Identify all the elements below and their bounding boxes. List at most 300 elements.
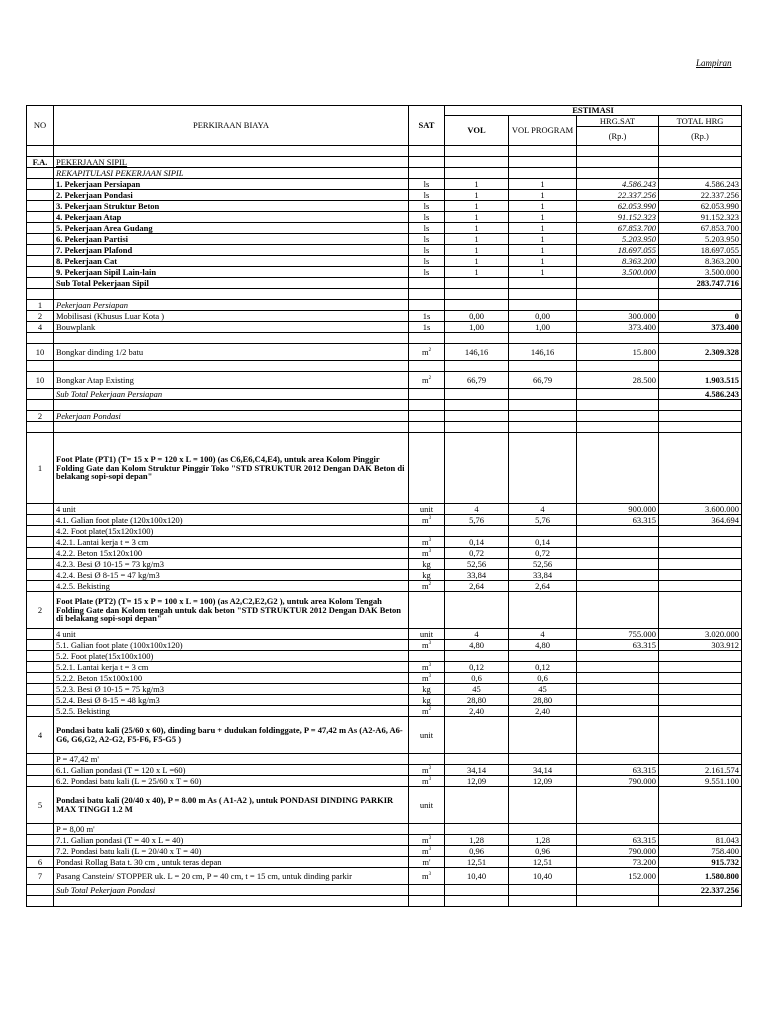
cell-sat <box>409 146 445 157</box>
cell-hrg-sat <box>577 581 659 592</box>
cell-sat <box>409 824 445 835</box>
cell-description: Foot Plate (PT1) (T= 15 x P = 120 x L = 100) (as C6,E6,C4,E4), untuk area Kolom Pinggir Folding Gate dan Kolom Struktur Pinggir Toko "STD STRUKTUR 2012 Dengan DAK Beton di belakang sopi-sopi depan" <box>54 433 409 504</box>
cell-sat: $m^3$ <box>409 846 445 857</box>
cell-vol-program <box>509 754 577 765</box>
cell-vol-program: 4 <box>509 629 577 640</box>
cell-no <box>27 212 54 223</box>
cell-no <box>27 706 54 717</box>
table-row <box>27 651 742 662</box>
cell-total-hrg: 67.853.700 <box>659 223 742 234</box>
cell-no: 1 <box>27 433 54 504</box>
cell-vol: 1 <box>445 179 509 190</box>
cell-vol-program <box>509 389 577 400</box>
cell-vol <box>445 422 509 433</box>
cell-hrg-sat <box>577 157 659 168</box>
cost-estimate-table <box>26 105 742 907</box>
cell-no: 2 <box>27 311 54 322</box>
cell-sat <box>409 885 445 896</box>
cell-vol-program: 0,6 <box>509 673 577 684</box>
cell-vol <box>445 289 509 300</box>
cell-total-hrg: 373.400 <box>659 322 742 333</box>
table-row <box>27 548 742 559</box>
cell-total-hrg: 3.600.000 <box>659 504 742 515</box>
cell-total-hrg <box>659 824 742 835</box>
cell-vol-program: 0,96 <box>509 846 577 857</box>
cell-description: Bouwplank <box>54 322 409 333</box>
cell-vol <box>445 333 509 344</box>
cell-no <box>27 245 54 256</box>
cell-hrg-sat: 67.853.700 <box>577 223 659 234</box>
cell-description: Pondasi batu kali (20/40 x 40), P = 8.00 m As ( A1-A2 ), untuk PONDASI DINDING PARKIR MAX TINGGI 1.2 M <box>54 787 409 824</box>
cell-vol <box>445 389 509 400</box>
cell-hrg-sat <box>577 548 659 559</box>
cell-vol-program <box>509 411 577 422</box>
cell-sat: $m^3$ <box>409 537 445 548</box>
cell-sat: $m^2$ <box>409 372 445 389</box>
cell-no <box>27 256 54 267</box>
cell-sat: $m^3$ <box>409 868 445 885</box>
cell-description: 5.2.3. Besi Ø 10-15 = 75 kg/m3 <box>54 684 409 695</box>
cell-sat: kg <box>409 695 445 706</box>
cell-total-hrg: 3.500.000 <box>659 267 742 278</box>
cell-vol-program: 1 <box>509 234 577 245</box>
cell-total-hrg <box>659 168 742 179</box>
spacer-row <box>27 289 742 300</box>
cell-vol <box>445 896 509 907</box>
cell-description: Foot Plate (PT2) (T= 15 x P = 100 x L = 100) (as A2,C2,E2,G2 ), untuk area Kolom Tengah Folding Gate dan Kolom tengah untuk dak beton "STD STRUKTUR 2012 Dengan DAK Beton di belakang sopi-sopi depan" <box>54 592 409 629</box>
cell-total-hrg <box>659 717 742 754</box>
cell-description <box>54 146 409 157</box>
cell-vol-program: 1 <box>509 256 577 267</box>
cell-vol: 1 <box>445 212 509 223</box>
cell-vol-program: 0,72 <box>509 548 577 559</box>
cell-vol <box>445 433 509 504</box>
cell-no: 2 <box>27 592 54 629</box>
cell-vol: 45 <box>445 684 509 695</box>
cell-vol: 0,96 <box>445 846 509 857</box>
cell-no: 10 <box>27 372 54 389</box>
cell-sat: unit <box>409 629 445 640</box>
cell-sat: ls <box>409 201 445 212</box>
cell-vol-program: 34,14 <box>509 765 577 776</box>
cell-description: Pekerjaan Persiapan <box>54 300 409 311</box>
cell-total-hrg <box>659 673 742 684</box>
cell-total-hrg <box>659 570 742 581</box>
table-row <box>27 629 742 640</box>
cell-description: 5.2.4. Besi Ø 8-15 = 48 kg/m3 <box>54 695 409 706</box>
cell-vol-program <box>509 289 577 300</box>
cell-sat: 1s <box>409 311 445 322</box>
cell-vol <box>445 400 509 411</box>
cell-total-hrg: 5.203.950 <box>659 234 742 245</box>
table-row <box>27 592 742 629</box>
cell-total-hrg <box>659 684 742 695</box>
cell-sat: $m^3$ <box>409 662 445 673</box>
cell-description: 4 unit <box>54 629 409 640</box>
cell-total-hrg <box>659 787 742 824</box>
table-row <box>27 526 742 537</box>
cell-total-hrg: 3.020.000 <box>659 629 742 640</box>
cell-no: 5 <box>27 787 54 824</box>
cell-no <box>27 400 54 411</box>
table-row <box>27 411 742 422</box>
cell-vol <box>445 651 509 662</box>
header-perkiraan-biaya: PERKIRAAN BIAYA <box>54 106 409 146</box>
cell-hrg-sat: 152.000 <box>577 868 659 885</box>
cell-no: 4 <box>27 717 54 754</box>
cell-hrg-sat <box>577 300 659 311</box>
cell-description <box>54 896 409 907</box>
header-estimasi: ESTIMASI <box>445 106 742 116</box>
cell-hrg-sat <box>577 168 659 179</box>
cell-no <box>27 190 54 201</box>
cell-vol <box>445 146 509 157</box>
cell-hrg-sat: 4.586.243 <box>577 179 659 190</box>
table-row <box>27 157 742 168</box>
cell-hrg-sat: 63.315 <box>577 640 659 651</box>
cell-description <box>54 289 409 300</box>
cell-total-hrg <box>659 581 742 592</box>
cell-total-hrg: 4.586.243 <box>659 179 742 190</box>
cell-sat <box>409 526 445 537</box>
cell-description: 4.2.3. Besi Ø 10-15 = 73 kg/m3 <box>54 559 409 570</box>
table-row <box>27 824 742 835</box>
cell-description: 7.1. Galian pondasi (T = 40 x L = 40) <box>54 835 409 846</box>
cell-description: 4.1. Galian foot plate (120x100x120) <box>54 515 409 526</box>
cell-vol: 10,40 <box>445 868 509 885</box>
cell-vol-program: 52,56 <box>509 559 577 570</box>
table-row <box>27 223 742 234</box>
cell-total-hrg <box>659 146 742 157</box>
cell-sat: $m^3$ <box>409 835 445 846</box>
cell-hrg-sat <box>577 684 659 695</box>
cell-total-hrg <box>659 433 742 504</box>
cell-vol-program <box>509 333 577 344</box>
cell-total-hrg: 915.732 <box>659 857 742 868</box>
cell-description <box>54 361 409 372</box>
table-row <box>27 846 742 857</box>
table-row <box>27 278 742 289</box>
cell-no <box>27 662 54 673</box>
cell-vol-program: 4 <box>509 504 577 515</box>
cell-no <box>27 333 54 344</box>
cell-vol-program: 2,40 <box>509 706 577 717</box>
cell-description: 6.1. Galian pondasi (T = 120 x L =60) <box>54 765 409 776</box>
cell-total-hrg: 22.337.256 <box>659 190 742 201</box>
cell-total-hrg <box>659 695 742 706</box>
cell-description: 6. Pekerjaan Partisi <box>54 234 409 245</box>
cell-hrg-sat <box>577 662 659 673</box>
cell-description: Sub Total Pekerjaan Pondasi <box>54 885 409 896</box>
cell-description: Pekerjaan Pondasi <box>54 411 409 422</box>
cell-sat <box>409 411 445 422</box>
cell-description: 5.2. Foot plate(15x100x100) <box>54 651 409 662</box>
cell-vol <box>445 787 509 824</box>
cell-no <box>27 673 54 684</box>
table-row <box>27 662 742 673</box>
spacer-row <box>27 361 742 372</box>
cell-hrg-sat: 790.000 <box>577 776 659 787</box>
cell-sat: ls <box>409 245 445 256</box>
cell-total-hrg: 758.400 <box>659 846 742 857</box>
cell-hrg-sat <box>577 537 659 548</box>
cell-no <box>27 289 54 300</box>
cell-hrg-sat <box>577 433 659 504</box>
cell-no <box>27 361 54 372</box>
cell-total-hrg <box>659 896 742 907</box>
cell-description: 4. Pekerjaan Atap <box>54 212 409 223</box>
cell-vol-program: 33,84 <box>509 570 577 581</box>
cell-total-hrg <box>659 289 742 300</box>
cell-description: 5. Pekerjaan Area Gudang <box>54 223 409 234</box>
cell-no <box>27 201 54 212</box>
cell-vol <box>445 592 509 629</box>
cell-vol-program <box>509 433 577 504</box>
cell-vol-program: 1 <box>509 245 577 256</box>
cell-description: 8. Pekerjaan Cat <box>54 256 409 267</box>
cell-vol-program: 5,76 <box>509 515 577 526</box>
cell-sat <box>409 592 445 629</box>
cell-hrg-sat <box>577 333 659 344</box>
cell-sat: unit <box>409 717 445 754</box>
cell-hrg-sat: 63.315 <box>577 835 659 846</box>
cell-hrg-sat: 73.200 <box>577 857 659 868</box>
cell-vol <box>445 278 509 289</box>
cell-total-hrg <box>659 537 742 548</box>
cell-total-hrg: 18.697.055 <box>659 245 742 256</box>
cell-sat: ls <box>409 223 445 234</box>
cell-no: 7 <box>27 868 54 885</box>
table-row <box>27 570 742 581</box>
cell-vol: 1 <box>445 256 509 267</box>
header-vol-program: VOL PROGRAM <box>509 116 577 146</box>
cell-no <box>27 684 54 695</box>
cell-no <box>27 515 54 526</box>
cell-vol-program: 1,28 <box>509 835 577 846</box>
cell-vol-program: 12,09 <box>509 776 577 787</box>
cell-vol: 1 <box>445 190 509 201</box>
cell-vol: 0,00 <box>445 311 509 322</box>
header-sat: SAT <box>409 106 445 146</box>
cell-hrg-sat <box>577 896 659 907</box>
cell-vol <box>445 300 509 311</box>
cell-description <box>54 422 409 433</box>
cell-hrg-sat <box>577 706 659 717</box>
cell-description: 4.2.1. Lantai kerja t = 3 cm <box>54 537 409 548</box>
spacer-row <box>27 896 742 907</box>
cell-vol-program <box>509 146 577 157</box>
cell-sat <box>409 422 445 433</box>
cell-vol-program <box>509 400 577 411</box>
cell-sat <box>409 754 445 765</box>
cell-total-hrg <box>659 361 742 372</box>
cell-no <box>27 146 54 157</box>
cell-sat <box>409 333 445 344</box>
table-row <box>27 559 742 570</box>
cell-vol: 0,14 <box>445 537 509 548</box>
cell-no <box>27 896 54 907</box>
cell-total-hrg <box>659 592 742 629</box>
cell-no: 1 <box>27 300 54 311</box>
cell-hrg-sat <box>577 361 659 372</box>
cell-description: 5.1. Galian foot plate (100x100x120) <box>54 640 409 651</box>
cell-no <box>27 559 54 570</box>
cell-hrg-sat <box>577 400 659 411</box>
cell-total-hrg <box>659 300 742 311</box>
cell-no <box>27 776 54 787</box>
cell-sat: $m^3$ <box>409 765 445 776</box>
cell-vol-program: 1 <box>509 201 577 212</box>
cell-vol-program <box>509 885 577 896</box>
cell-no <box>27 695 54 706</box>
lampiran-label: Lampiran <box>696 58 732 68</box>
cell-sat: $m^2$ <box>409 344 445 361</box>
cell-no <box>27 548 54 559</box>
table-row <box>27 322 742 333</box>
table-row <box>27 245 742 256</box>
cell-sat: kg <box>409 684 445 695</box>
cell-description: 4.2.4. Besi Ø 8-15 = 47 kg/m3 <box>54 570 409 581</box>
cell-no <box>27 223 54 234</box>
cell-description: Sub Total Pekerjaan Persiapan <box>54 389 409 400</box>
cell-description: Pondasi batu kali (25/60 x 60), dinding baru + dudukan foldinggate, P = 47,42 m As (A2-A6, A6-G6, G6,G2, A2-G2, F5-F6, F5-G5 ) <box>54 717 409 754</box>
cell-hrg-sat <box>577 422 659 433</box>
cell-vol-program <box>509 592 577 629</box>
cell-no <box>27 629 54 640</box>
cell-vol-program: 1 <box>509 190 577 201</box>
cell-description: REKAPITULASI PEKERJAAN SIPIL <box>54 168 409 179</box>
cell-vol <box>445 411 509 422</box>
cell-no <box>27 651 54 662</box>
cell-vol-program <box>509 361 577 372</box>
cell-vol-program: 2,64 <box>509 581 577 592</box>
table-row <box>27 267 742 278</box>
cell-vol-program: 12,51 <box>509 857 577 868</box>
cell-sat <box>409 278 445 289</box>
cell-sat <box>409 389 445 400</box>
cell-hrg-sat: 63.315 <box>577 515 659 526</box>
table-row <box>27 640 742 651</box>
cell-description: 5.2.1. Lantai kerja t = 3 cm <box>54 662 409 673</box>
table-row <box>27 168 742 179</box>
cell-vol-program: 0,14 <box>509 537 577 548</box>
cell-vol: 12,09 <box>445 776 509 787</box>
table-row <box>27 706 742 717</box>
table-row <box>27 673 742 684</box>
cell-no <box>27 234 54 245</box>
cell-no <box>27 537 54 548</box>
cell-total-hrg: 91.152.323 <box>659 212 742 223</box>
cell-total-hrg <box>659 559 742 570</box>
header-rp-hrg: (Rp.) <box>577 127 659 146</box>
cell-sat <box>409 361 445 372</box>
cell-description: Mobilisasi (Khusus Luar Kota ) <box>54 311 409 322</box>
cell-sat: $m^3$ <box>409 515 445 526</box>
cell-vol-program <box>509 168 577 179</box>
cell-sat <box>409 400 445 411</box>
cell-vol <box>445 168 509 179</box>
cell-sat: ls <box>409 234 445 245</box>
cell-sat: ls <box>409 190 445 201</box>
spacer-row <box>27 422 742 433</box>
cell-hrg-sat: 3.500.000 <box>577 267 659 278</box>
cell-vol-program <box>509 157 577 168</box>
cell-sat: $m^2$ <box>409 706 445 717</box>
cell-vol-program <box>509 824 577 835</box>
cell-hrg-sat: 91.152.323 <box>577 212 659 223</box>
cell-vol-program: 4,80 <box>509 640 577 651</box>
table-row <box>27 190 742 201</box>
cell-total-hrg: 8.363.200 <box>659 256 742 267</box>
spacer-row <box>27 333 742 344</box>
cell-vol-program <box>509 526 577 537</box>
cell-sat <box>409 289 445 300</box>
cell-vol: 28,80 <box>445 695 509 706</box>
cell-total-hrg <box>659 422 742 433</box>
cell-hrg-sat <box>577 824 659 835</box>
cell-total-hrg <box>659 400 742 411</box>
cell-hrg-sat <box>577 570 659 581</box>
cell-total-hrg: 2.309.328 <box>659 344 742 361</box>
cell-sat: $m^3$ <box>409 640 445 651</box>
cell-sat: $m^3$ <box>409 673 445 684</box>
cell-total-hrg: 283.747.716 <box>659 278 742 289</box>
cell-no <box>27 526 54 537</box>
cell-vol: 1 <box>445 234 509 245</box>
cell-hrg-sat <box>577 754 659 765</box>
table-row <box>27 835 742 846</box>
cell-vol-program: 1,00 <box>509 322 577 333</box>
cell-hrg-sat: 373.400 <box>577 322 659 333</box>
cell-description: 7.2. Pondasi batu kali (L = 20/40 x T = 40) <box>54 846 409 857</box>
table-row <box>27 344 742 361</box>
cell-vol-program: 0,00 <box>509 311 577 322</box>
cell-total-hrg: 1.903.515 <box>659 372 742 389</box>
table-row <box>27 179 742 190</box>
cell-vol: 33,84 <box>445 570 509 581</box>
cell-description: 6.2. Pondasi batu kali (L = 25/60 x T = 60) <box>54 776 409 787</box>
table-row <box>27 765 742 776</box>
table-header <box>27 106 742 146</box>
table-row <box>27 754 742 765</box>
cell-hrg-sat: 18.697.055 <box>577 245 659 256</box>
cell-no <box>27 168 54 179</box>
cell-description: Bongkar dinding 1/2 batu <box>54 344 409 361</box>
cell-no: 2 <box>27 411 54 422</box>
cell-total-hrg <box>659 333 742 344</box>
table-row <box>27 389 742 400</box>
cell-hrg-sat: 755.000 <box>577 629 659 640</box>
table-row <box>27 581 742 592</box>
cell-hrg-sat: 300.000 <box>577 311 659 322</box>
cell-vol: 2,40 <box>445 706 509 717</box>
table-row <box>27 537 742 548</box>
cell-hrg-sat <box>577 673 659 684</box>
cell-total-hrg <box>659 662 742 673</box>
cell-sat <box>409 651 445 662</box>
cell-hrg-sat <box>577 289 659 300</box>
table-row <box>27 311 742 322</box>
cell-vol: 12,51 <box>445 857 509 868</box>
table-row <box>27 868 742 885</box>
table-row <box>27 256 742 267</box>
cell-hrg-sat <box>577 146 659 157</box>
cell-total-hrg: 0 <box>659 311 742 322</box>
cell-vol <box>445 526 509 537</box>
cell-vol-program <box>509 896 577 907</box>
cell-hrg-sat <box>577 885 659 896</box>
cell-description: 4 unit <box>54 504 409 515</box>
